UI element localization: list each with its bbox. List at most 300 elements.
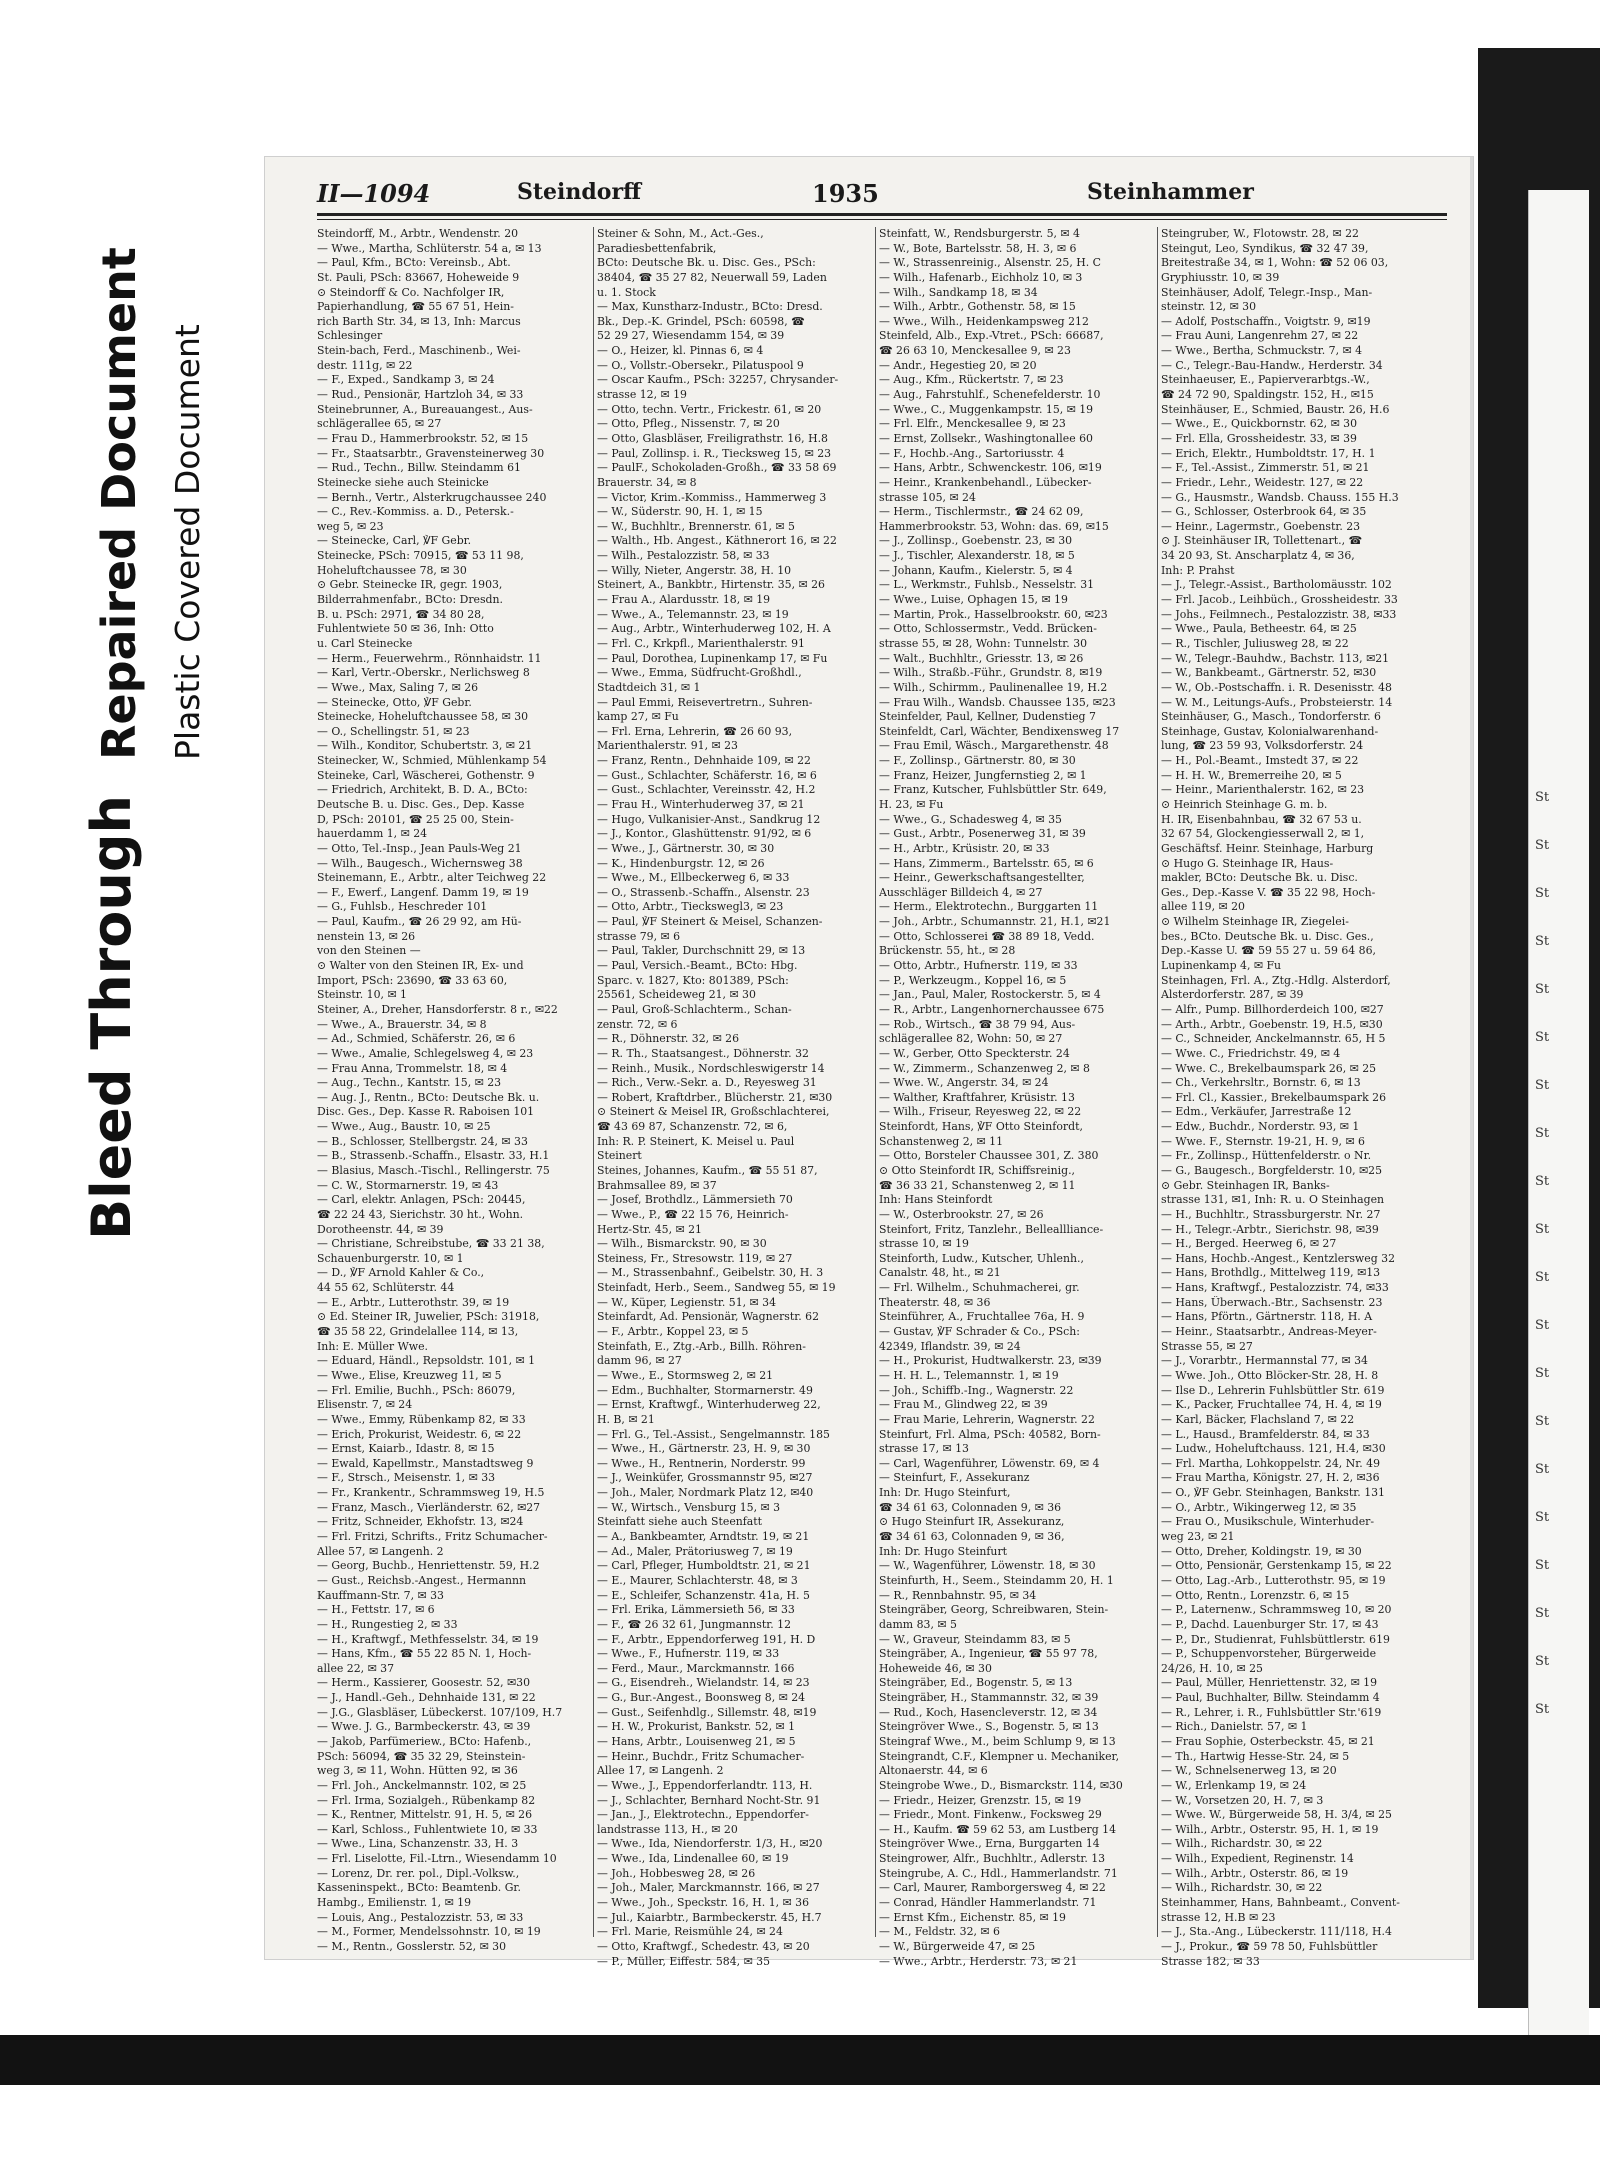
- directory-entry-line: schlägerallee 65, ✉ 27: [317, 417, 442, 431]
- directory-entry-line: — W., Wirtsch., Vensburg 15, ✉ 3: [597, 1500, 781, 1514]
- directory-entry-line: — P., Müller, Eiffestr. 584, ✉ 35: [597, 1954, 771, 1968]
- directory-entry-line: — Christiane, Schreibstube, ☎ 33 21 38,: [317, 1237, 545, 1251]
- directory-entry-line: — Wilh., Arbtr., Osterstr. 86, ✉ 19: [1161, 1866, 1349, 1880]
- directory-entry-line: — Wwe., Aug., Baustr. 10, ✉ 25: [317, 1120, 491, 1134]
- directory-entry-line: Ausschläger Billdeich 4, ✉ 27: [879, 885, 1043, 899]
- directory-entry-line: ⊙ Hugo Steinfurt IR, Assekuranz,: [879, 1515, 1065, 1529]
- directory-entry-line: — W., Süderstr. 90, H. 1, ✉ 15: [597, 505, 763, 519]
- directory-entry-line: strasse 10, ✉ 19: [879, 1237, 969, 1251]
- directory-entry-line: H. 23, ✉ Fu: [879, 797, 944, 811]
- directory-entry-line: — Max, Kunstharz-Industr., BCto: Dresd.: [597, 300, 823, 314]
- directory-entry-line: — M., Feldstr. 32, ✉ 6: [879, 1925, 1000, 1939]
- directory-entry-line: Steingraf Wwe., M., beim Schlump 9, ✉ 13: [879, 1734, 1116, 1748]
- directory-entry-line: — Otto, Lag.-Arb., Lutterothstr. 95, ✉ 19: [1161, 1573, 1386, 1587]
- directory-entry-line: — Wwe., Arbtr., Herderstr. 73, ✉ 21: [879, 1954, 1078, 1968]
- directory-entry-line: Steinfurt, Frl. Alma, PSch: 40582, Born-: [879, 1427, 1101, 1441]
- directory-entry-line: — Paul, Zollinsp. i. R., Tiecksweg 15, ✉ 23: [597, 446, 832, 460]
- directory-entry-line: — R., Arbtr., Langenhornerchaussee 675: [879, 1002, 1105, 1016]
- directory-entry-line: Breitestraße 34, ✉ 1, Wohn: ☎ 52 06 03,: [1161, 256, 1389, 270]
- directory-entry-line: Steinfardt, Ad. Pensionär, Wagnerstr. 62: [597, 1310, 820, 1324]
- directory-entry-line: Steinfadt, Herb., Seem., Sandweg 55, ✉ 19: [597, 1281, 836, 1295]
- directory-entry-line: — J., Telegr.-Assist., Bartholomäusstr. 102: [1161, 578, 1392, 592]
- directory-entry-line: 38404, ☎ 35 27 82, Neuerwall 59, Laden: [597, 270, 827, 284]
- directory-entry-line: hauerdamm 1, ✉ 24: [317, 827, 428, 841]
- directory-entry-line: — Franz, Masch., Vierländerstr. 62, ✉27: [317, 1500, 541, 1514]
- directory-entry-line: — R., Rennbahnstr. 95, ✉ 34: [879, 1588, 1037, 1602]
- directory-entry-line: B. u. PSch: 2971, ☎ 34 80 28,: [317, 607, 485, 621]
- directory-entry-line: — F., Zollinsp., Gärtnerstr. 80, ✉ 30: [879, 754, 1076, 768]
- directory-entry-line: Steingrower, Alfr., Buchhltr., Adlerstr. 13: [879, 1852, 1106, 1866]
- directory-entry-line: — Wwe., A., Telemannstr. 23, ✉ 19: [597, 607, 789, 621]
- directory-entry-line: — Friedrich, Architekt, B. D. A., BCto:: [317, 783, 528, 797]
- directory-entry-line: — M., Strassenbahnf., Geibelstr. 30, H. 3: [597, 1266, 824, 1280]
- directory-entry-line: — Carl, Maurer, Ramborgersweg 4, ✉ 22: [879, 1881, 1106, 1895]
- directory-entry-line: — W., Buchhltr., Brennerstr. 61, ✉ 5: [597, 519, 795, 533]
- plastic-covered-label: Plastic Covered Document: [168, 324, 207, 760]
- directory-entry-line: — J., Vorarbtr., Hermannstal 77, ✉ 34: [1161, 1354, 1368, 1368]
- directory-entry-line: — Heinr., Staatsarbtr., Andreas-Meyer-: [1161, 1325, 1377, 1339]
- directory-entry-line: — Paul, Takler, Durchschnitt 29, ✉ 13: [597, 944, 806, 958]
- directory-entry-line: — Gust., Schlachter, Vereinsstr. 42, H.2: [597, 783, 816, 797]
- directory-entry-line: — Paul, Buchhalter, Billw. Steindamm 4: [1161, 1691, 1380, 1705]
- directory-entry-line: Theaterstr. 48, ✉ 36: [879, 1295, 991, 1309]
- directory-entry-line: strasse 105, ✉ 24: [879, 490, 976, 504]
- directory-entry-line: — Otto, Kraftwgf., Schedestr. 43, ✉ 20: [597, 1939, 810, 1953]
- header-first-entry: Steindorff: [517, 179, 642, 205]
- directory-entry-line: 42349, Iflandstr. 39, ✉ 24: [879, 1339, 1021, 1353]
- directory-entry-line: — G., Eisendreh., Wielandstr. 14, ✉ 23: [597, 1676, 810, 1690]
- directory-entry-line: ⊙ Hugo G. Steinhage IR, Haus-: [1161, 856, 1334, 870]
- directory-entry-line: von den Steinen —: [317, 944, 421, 958]
- directory-entry-line: — Ernst, Zollsekr., Washingtonallee 60: [879, 431, 1093, 445]
- directory-entry-line: strasse 12, H.B ✉ 23: [1161, 1910, 1276, 1924]
- directory-entry-line: — Walther, Kraftfahrer, Krüsistr. 13: [879, 1090, 1075, 1104]
- directory-entry-line: — Wwe., E., Stormsweg 2, ✉ 21: [597, 1368, 774, 1382]
- directory-entry-line: — Hans, Kraftwgf., Pestalozzistr. 74, ✉33: [1161, 1281, 1389, 1295]
- directory-entry-line: — Frl. Fritzi, Schrifts., Fritz Schumacher-: [317, 1530, 548, 1544]
- directory-entry-line: — W., Bürgerweide 47, ✉ 25: [879, 1939, 1036, 1953]
- directory-entry-line: — O., Schellingstr. 51, ✉ 23: [317, 724, 470, 738]
- directory-entry-line: — Wwe., Elise, Kreuzweg 11, ✉ 5: [317, 1368, 502, 1382]
- directory-entry-line: Steinhaeuser, E., Papierverarbtgs.-W.,: [1161, 373, 1370, 387]
- directory-entry-line: — Herm., Feuerwehrm., Rönnhaidstr. 11: [317, 651, 542, 665]
- directory-entry-line: — P., Laternenw., Schrammsweg 10, ✉ 20: [1161, 1603, 1392, 1617]
- directory-entry-line: — Wwe. J. G., Barmbeckerstr. 43, ✉ 39: [317, 1720, 531, 1734]
- directory-entry-line: — C., Telegr.-Bau-Handw., Herderstr. 34: [1161, 358, 1383, 372]
- directory-entry-line: 24/26, H. 10, ✉ 25: [1161, 1661, 1263, 1675]
- directory-entry-line: — Wwe., Wilh., Heidenkampsweg 212: [879, 314, 1089, 328]
- header-last-entry: Steinhammer: [1087, 179, 1254, 205]
- directory-entry-line: — Wilh., Expedient, Reginenstr. 14: [1161, 1852, 1354, 1866]
- directory-entry-line: Steinert: [597, 1149, 642, 1163]
- directory-entry-line: — Johann, Kaufm., Kielerstr. 5, ✉ 4: [879, 563, 1073, 577]
- directory-entry-line: — Wilh., Schirmm., Paulinenallee 19, H.2: [879, 680, 1108, 694]
- directory-entry-line: — Jan., Paul, Maler, Rostockerstr. 5, ✉ 4: [879, 988, 1101, 1002]
- directory-entry-line: — Frau M., Glindweg 22, ✉ 39: [879, 1398, 1048, 1412]
- directory-entry-line: — Wwe., Paula, Betheestr. 64, ✉ 25: [1161, 622, 1357, 636]
- directory-entry-line: — O., Arbtr., Wikingerweg 12, ✉ 35: [1161, 1500, 1357, 1514]
- directory-entry-line: — Aug., Arbtr., Winterhuderweg 102, H. A: [597, 622, 831, 636]
- directory-entry-line: Kasseninspekt., BCto: Beamtenb. Gr.: [317, 1881, 521, 1895]
- directory-entry-line: — Wwe., G., Schadesweg 4, ✉ 35: [879, 812, 1062, 826]
- directory-entry-line: — W., Küper, Legienstr. 51, ✉ 34: [597, 1295, 777, 1309]
- adjacent-page-fragment: St: [1535, 1654, 1550, 1669]
- directory-entry-line: Allee 57, ✉ Langenh. 2: [317, 1544, 444, 1558]
- directory-entry-line: Steinfatt, W., Rendsburgerstr. 5, ✉ 4: [879, 227, 1080, 240]
- adjacent-page-fragment: St: [1535, 1078, 1550, 1093]
- directory-entry-line: — Wilh., Sandkamp 18, ✉ 34: [879, 285, 1038, 299]
- directory-entry-line: Steiness, Fr., Stresowstr. 119, ✉ 27: [597, 1251, 793, 1265]
- directory-entry-line: — A., Bankbeamter, Arndtstr. 19, ✉ 21: [597, 1530, 810, 1544]
- directory-page: [264, 156, 1474, 1968]
- directory-entry-line: — G., Bur.-Angest., Boonsweg 8, ✉ 24: [597, 1691, 806, 1705]
- directory-entry-line: — Otto, Schlosserei ☎ 38 89 18, Vedd.: [879, 929, 1095, 943]
- directory-entry-line: 25561, Scheideweg 21, ✉ 30: [597, 988, 756, 1002]
- directory-entry-line: Steinstr. 10, ✉ 1: [317, 988, 407, 1002]
- directory-entry-line: ⊙ Gebr. Steinhagen IR, Banks-: [1161, 1178, 1330, 1192]
- directory-entry-line: — Fritz, Schneider, Ekhofstr. 13, ✉24: [317, 1515, 524, 1529]
- directory-entry-line: — J., Tischler, Alexanderstr. 18, ✉ 5: [879, 549, 1075, 563]
- directory-entry-line: — Frl. G., Tel.-Assist., Sengelmannstr. 185: [597, 1427, 830, 1441]
- directory-entry-line: — Franz, Rentn., Dehnhaide 109, ✉ 22: [597, 754, 811, 768]
- directory-entry-line: Bk., Dep.-K. Grindel, PSch: 60598, ☎: [597, 314, 805, 328]
- directory-entry-line: — O., Heizer, kl. Pinnas 6, ✉ 4: [597, 344, 764, 358]
- directory-entry-line: Steinecker, W., Schmied, Mühlenkamp 54: [317, 754, 547, 768]
- directory-entry-line: — Hans, Zimmerm., Bartelsstr. 65, ✉ 6: [879, 856, 1094, 870]
- directory-entry-line: zenstr. 72, ✉ 6: [597, 1017, 678, 1031]
- directory-entry-line: Paradiesbettenfabrik,: [597, 241, 717, 255]
- directory-entry-line: Hammerbrookstr. 53, Wohn: das. 69, ✉15: [879, 519, 1109, 533]
- directory-entry-line: Steinhäuser, G., Masch., Tondorferstr. 6: [1161, 710, 1381, 724]
- directory-entry-line: Elisenstr. 7, ✉ 24: [317, 1398, 413, 1412]
- directory-entry-line: ⊙ Heinrich Steinhage G. m. b.: [1161, 797, 1328, 811]
- adjacent-page-fragment: St: [1535, 934, 1550, 949]
- directory-entry-line: — Ernst, Kraftwgf., Winterhuderweg 22,: [597, 1398, 821, 1412]
- directory-entry-line: — Lorenz, Dr. rer. pol., Dipl.-Volksw.,: [317, 1866, 520, 1880]
- directory-entry-line: — Joh., Schiffb.-Ing., Wagnerstr. 22: [879, 1383, 1074, 1397]
- directory-entry-line: — Th., Hartwig Hesse-Str. 24, ✉ 5: [1161, 1749, 1350, 1763]
- directory-entry-line: — Jakob, Parfümeriew., BCto: Hafenb.,: [317, 1734, 532, 1748]
- directory-entry-line: Steingräber, Georg, Schreibwaren, Stein-: [879, 1603, 1109, 1617]
- directory-entry-line: — E., Maurer, Schlachterstr. 48, ✉ 3: [597, 1573, 798, 1587]
- directory-entry-line: Steinhäuser, Adolf, Telegr.-Insp., Man-: [1161, 285, 1373, 299]
- directory-entry-line: — H., Telegr.-Arbtr., Sierichstr. 98, ✉39: [1161, 1222, 1379, 1236]
- directory-entry-line: — Ernst Kfm., Eichenstr. 85, ✉ 19: [879, 1910, 1066, 1924]
- directory-entry-line: — Frl. Wilhelm., Schuhmacherei, gr.: [879, 1281, 1080, 1295]
- directory-entry-line: — Wwe., Ida, Niendorferstr. 1/3, H., ✉20: [597, 1837, 823, 1851]
- directory-entry-line: Inh: Dr. Hugo Steinfurt: [879, 1544, 1008, 1558]
- directory-entry-line: — F., Tel.-Assist., Zimmerstr. 51, ✉ 21: [1161, 461, 1370, 475]
- directory-entry-line: — Fr., Zollinsp., Hüttenfelderstr. o Nr.: [1161, 1149, 1372, 1163]
- directory-entry-line: Steinemann, E., Arbtr., alter Teichweg 22: [317, 871, 547, 885]
- directory-entry-line: — Jul., Kaiarbtr., Barmbeckerstr. 45, H.7: [597, 1910, 822, 1924]
- directory-entry-line: Steingräber, Ed., Bogenstr. 5, ✉ 13: [879, 1676, 1073, 1690]
- adjacent-page-fragment: St: [1535, 1174, 1550, 1189]
- directory-entry-line: — Joh., Hobbesweg 28, ✉ 26: [597, 1866, 756, 1880]
- directory-entry-line: Deutsche B. u. Disc. Ges., Dep. Kasse: [317, 797, 525, 811]
- directory-entry-line: Papierhandlung, ☎ 55 67 51, Hein-: [317, 300, 514, 314]
- directory-entry-line: — P., Dr., Studienrat, Fuhlsbüttlerstr. 619: [1161, 1632, 1390, 1646]
- directory-entry-line: — Edw., Buchdr., Norderstr. 93, ✉ 1: [1161, 1120, 1360, 1134]
- directory-entry-line: — Otto, Rentn., Lorenzstr. 6, ✉ 15: [1161, 1588, 1350, 1602]
- directory-entry-line: Steineke, Carl, Wäscherei, Gothenstr. 9: [317, 768, 535, 782]
- directory-entry-line: Brahmsallee 89, ✉ 37: [597, 1178, 717, 1192]
- adjacent-page-fragment: St: [1535, 982, 1550, 997]
- directory-entry-line: — Wwe. W., Angerstr. 34, ✉ 24: [879, 1076, 1049, 1090]
- directory-entry-line: — Walt., Buchhltr., Griesstr. 13, ✉ 26: [879, 651, 1084, 665]
- directory-entry-line: Steinfatt siehe auch Steenfatt: [597, 1515, 763, 1529]
- directory-entry-line: ☎ 34 61 63, Colonnaden 9, ✉ 36: [879, 1500, 1062, 1514]
- directory-entry-line: ⊙ Steindorff & Co. Nachfolger IR,: [317, 285, 505, 299]
- directory-entry-line: — Wilh., Hafenarb., Eichholz 10, ✉ 3: [879, 270, 1083, 284]
- directory-entry-line: — J., Kontor., Glashüttenstr. 91/92, ✉ 6: [597, 827, 812, 841]
- directory-entry-line: Steinforth, Ludw., Kutscher, Uhlenh.,: [879, 1251, 1084, 1265]
- directory-entry-line: kamp 27, ✉ Fu: [597, 710, 679, 724]
- directory-entry-line: allee 22, ✉ 37: [317, 1661, 395, 1675]
- directory-entry-line: strasse 79, ✉ 6: [597, 929, 681, 943]
- directory-entry-line: — C. W., Stormarnerstr. 19, ✉ 43: [317, 1178, 499, 1192]
- directory-entry-line: — H. H. W., Bremerreihe 20, ✉ 5: [1161, 768, 1342, 782]
- directory-entry-line: — Rud., Techn., Billw. Steindamm 61: [317, 461, 521, 475]
- directory-entry-line: — L., Werkmstr., Fuhlsb., Nesselstr. 31: [879, 578, 1095, 592]
- directory-entry-line: Steiner & Sohn, M., Act.-Ges.,: [597, 227, 764, 240]
- directory-entry-line: Fuhlentwiete 50 ✉ 36, Inh: Otto: [317, 622, 494, 636]
- directory-entry-line: — W., Bankbeamt., Gärtnerstr. 52, ✉30: [1161, 666, 1377, 680]
- header-year: 1935: [812, 179, 879, 208]
- directory-entry-line: — Otto, Arbtr., Tieckswegl3, ✉ 23: [597, 900, 784, 914]
- header-rule-thin: [317, 219, 1447, 220]
- directory-entry-line: — E., Arbtr., Lutterothstr. 39, ✉ 19: [317, 1295, 510, 1309]
- directory-entry-line: — Frau Emil, Wäsch., Margarethenstr. 48: [879, 739, 1109, 753]
- column-2: [597, 227, 867, 1969]
- directory-entry-line: Steinfeldt, Carl, Wächter, Bendixensweg 17: [879, 724, 1120, 738]
- directory-entry-line: — Frau Auni, Langenrehm 27, ✉ 22: [1161, 329, 1359, 343]
- directory-entry-line: ☎ 24 72 90, Spaldingstr. 152, H., ✉15: [1161, 388, 1374, 402]
- directory-entry-line: — W., Erlenkamp 19, ✉ 24: [1161, 1778, 1307, 1792]
- directory-entry-line: — Gust., Arbtr., Posenerweg 31, ✉ 39: [879, 827, 1086, 841]
- directory-entry-line: — Hans, Hochb.-Angest., Kentzlersweg 32: [1161, 1251, 1395, 1265]
- directory-entry-line: — H. H. L., Telemannstr. 1, ✉ 19: [879, 1368, 1059, 1382]
- directory-entry-line: Ges., Dep.-Kasse V. ☎ 35 22 98, Hoch-: [1161, 885, 1376, 899]
- directory-entry-line: — Wilh., Richardstr. 30, ✉ 22: [1161, 1837, 1323, 1851]
- directory-entry-line: — W., Strassenreinig., Alsenstr. 25, H. C: [879, 256, 1102, 270]
- directory-entry-line: schlägerallee 82, Wohn: 50, ✉ 27: [879, 1032, 1063, 1046]
- directory-entry-line: H. IR, Eisenbahnbau, ☎ 32 67 53 u.: [1161, 812, 1362, 826]
- directory-entry-line: — J., Weinküfer, Grossmannstr 95, ✉27: [597, 1471, 813, 1485]
- directory-entry-line: — Herm., Tischlermstr., ☎ 24 62 09,: [879, 505, 1084, 519]
- directory-entry-line: — Ilse D., Lehrerin Fuhlsbüttler Str. 619: [1161, 1383, 1385, 1397]
- directory-entry-line: Strasse 55, ✉ 27: [1161, 1339, 1253, 1353]
- directory-entry-line: Inh: Dr. Hugo Steinfurt,: [879, 1486, 1011, 1500]
- directory-entry-line: — K., Rentner, Mittelstr. 91, H. 5, ✉ 26: [317, 1808, 533, 1822]
- directory-entry-line: — Frl. Emilie, Buchh., PSch: 86079,: [317, 1383, 516, 1397]
- directory-entry-line: — Hans, Pförtn., Gärtnerstr. 118, H. A: [1161, 1310, 1373, 1324]
- directory-entry-line: Steinhammer, Hans, Bahnbeamt., Convent-: [1161, 1896, 1400, 1910]
- directory-entry-line: — Wwe., Max, Saling 7, ✉ 26: [317, 680, 479, 694]
- directory-entry-line: — Paul, Kfm., BCto: Vereinsb., Abt.: [317, 256, 511, 270]
- directory-entry-line: — Wwe., F., Hufnerstr. 119, ✉ 33: [597, 1647, 780, 1661]
- directory-entry-line: — Frl. Joh., Anckelmannstr. 102, ✉ 25: [317, 1778, 527, 1792]
- directory-entry-line: ⊙ Walter von den Steinen IR, Ex- und: [317, 959, 524, 973]
- directory-entry-line: — W., Osterbrookstr. 27, ✉ 26: [879, 1207, 1044, 1221]
- directory-entry-line: — Rob., Wirtsch., ☎ 38 79 94, Aus-: [879, 1017, 1076, 1031]
- directory-entry-line: — Paul, Versich.-Beamt., BCto: Hbg.: [597, 959, 798, 973]
- directory-entry-line: — Heinr., Krankenbehandl., Lübecker-: [879, 475, 1092, 489]
- directory-entry-line: — H., Buchhltr., Strassburgerstr. Nr. 27: [1161, 1207, 1381, 1221]
- directory-entry-line: — W., Vorsetzen 20, H. 7, ✉ 3: [1161, 1793, 1324, 1807]
- directory-entry-line: Steinfordt, Hans, ℣F Otto Steinfordt,: [879, 1120, 1083, 1134]
- directory-entry-line: — Edm., Verkäufer, Jarrestraße 12: [1161, 1105, 1352, 1119]
- directory-entry-line: — Bernh., Vertr., Alsterkrugchaussee 240: [317, 490, 547, 504]
- directory-entry-line: — Ludw., Hoheluftchauss. 121, H.4, ✉30: [1161, 1442, 1386, 1456]
- directory-entry-line: — Hans, Überwach.-Btr., Sachsenstr. 23: [1161, 1295, 1383, 1309]
- directory-entry-line: — Karl, Vertr.-Oberskr., Nerlichsweg 8: [317, 666, 530, 680]
- adjacent-page-fragment: St: [1535, 1318, 1550, 1333]
- directory-entry-line: — Blasius, Masch.-Tischl., Rellingerstr. 75: [317, 1164, 550, 1177]
- directory-entry-line: Inh: P. Prahst: [1161, 563, 1235, 577]
- directory-entry-line: Brückenstr. 55, ht., ✉ 28: [879, 944, 1016, 958]
- directory-entry-line: u. Carl Steinecke: [317, 636, 413, 650]
- directory-entry-line: — P., Werkzeugm., Koppel 16, ✉ 5: [879, 973, 1067, 987]
- directory-entry-line: — Hans, Brothdlg., Mittelweg 119, ✉13: [1161, 1266, 1381, 1280]
- directory-entry-line: — Steinecke, Carl, ℣F Gebr.: [317, 534, 472, 548]
- directory-entry-line: — Victor, Krim.-Kommiss., Hammerweg 3: [597, 490, 827, 504]
- directory-entry-line: Bilderrahmenfabr., BCto: Dresdn.: [317, 593, 504, 607]
- directory-entry-line: — Aug., Techn., Kantstr. 15, ✉ 23: [317, 1076, 502, 1090]
- directory-entry-line: — K., Hindenburgstr. 12, ✉ 26: [597, 856, 765, 870]
- adjacent-page-fragment: St: [1535, 1606, 1550, 1621]
- directory-entry-line: — F., Hochb.-Ang., Sartoriusstr. 4: [879, 446, 1065, 460]
- directory-entry-line: — Wwe., Emma, Südfrucht-Großhdl.,: [597, 666, 802, 680]
- directory-entry-line: — Frl. Liselotte, Fil.-Ltrn., Wiesendamm 10: [317, 1852, 557, 1866]
- directory-entry-line: — G., Hausmstr., Wandsb. Chauss. 155 H.3: [1161, 490, 1399, 504]
- directory-entry-line: Steinecke, Hoheluftchaussee 58, ✉ 30: [317, 710, 529, 724]
- directory-entry-line: — Adolf, Postschaffn., Voigtstr. 9, ✉19: [1161, 314, 1371, 328]
- directory-entry-line: — W., Schnelsenerweg 13, ✉ 20: [1161, 1764, 1337, 1778]
- directory-entry-line: St. Pauli, PSch: 83667, Hoheweide 9: [317, 270, 520, 284]
- directory-entry-line: Steinfeld, Alb., Exp.-Vtret., PSch: 66687,: [879, 329, 1104, 343]
- directory-entry-line: — Johs., Feilmnech., Pestalozzistr. 38, ✉33: [1161, 607, 1397, 621]
- directory-entry-line: — Hugo, Vulkanisier-Anst., Sandkrug 12: [597, 812, 821, 826]
- directory-entry-line: weg 3, ✉ 11, Wohn. Hütten 92, ✉ 36: [317, 1764, 518, 1778]
- directory-entry-line: — M., Former, Mendelssohnstr. 10, ✉ 19: [317, 1925, 541, 1939]
- directory-entry-line: — Wwe., P., ☎ 22 15 76, Heinrich-: [597, 1207, 789, 1221]
- directory-entry-line: Steinführer, A., Fruchtallee 76a, H. 9: [879, 1310, 1085, 1324]
- directory-entry-line: Steingut, Leo, Syndikus, ☎ 32 47 39,: [1161, 241, 1369, 255]
- directory-entry-line: — Paul, Groß-Schlachterm., Schan-: [597, 1002, 792, 1016]
- directory-entry-line: lung, ☎ 23 59 93, Volksdorferstr. 24: [1161, 739, 1364, 753]
- directory-entry-line: rich Barth Str. 34, ✉ 13, Inh: Marcus: [317, 314, 521, 328]
- directory-entry-line: strasse 131, ✉1, Inh: R. u. O Steinhagen: [1161, 1193, 1385, 1207]
- directory-entry-line: 34 20 93, St. Anscharplatz 4, ✉ 36,: [1161, 549, 1355, 563]
- directory-entry-line: — Frl. Erna, Lehrerin, ☎ 26 60 93,: [597, 724, 793, 738]
- directory-entry-line: — Wwe., Martha, Schlüterstr. 54 a, ✉ 13: [317, 241, 542, 255]
- directory-entry-line: — Herm., Elektrotechn., Burggarten 11: [879, 900, 1099, 914]
- directory-entry-line: — Eduard, Händl., Repsoldstr. 101, ✉ 1: [317, 1354, 536, 1368]
- directory-entry-line: Steinhagen, Frl. A., Ztg.-Hdlg. Alsterdorf,: [1161, 973, 1391, 987]
- adjacent-page-fragment: St: [1535, 1366, 1550, 1381]
- directory-entry-line: H. B, ✉ 21: [597, 1412, 655, 1426]
- column-4: [1161, 227, 1431, 1969]
- adjacent-page-fragment: St: [1535, 1270, 1550, 1285]
- directory-entry-line: — O., ℣F Gebr. Steinhagen, Bankstr. 131: [1161, 1486, 1385, 1500]
- directory-entry-line: — PaulF., Schokoladen-Großh., ☎ 33 58 69: [597, 461, 837, 475]
- directory-entry-line: — Reinh., Musik., Nordschleswigerstr 14: [597, 1061, 825, 1075]
- directory-entry-line: Stein-bach, Ferd., Maschinenb., Wei-: [317, 344, 521, 358]
- directory-entry-line: — F., Ewerf., Langenf. Damm 19, ✉ 19: [317, 885, 529, 899]
- directory-entry-line: — H., Arbtr., Krüsistr. 20, ✉ 33: [879, 841, 1050, 855]
- directory-entry-line: — Paul, Dorothea, Lupinenkamp 17, ✉ Fu: [597, 651, 828, 665]
- directory-entry-line: — Paul, ℣F Steinert & Meisel, Schanzen-: [597, 915, 823, 929]
- directory-entry-line: — Wilh., Konditor, Schubertstr. 3, ✉ 21: [317, 739, 533, 753]
- directory-entry-line: — Wilh., Friseur, Reyesweg 22, ✉ 22: [879, 1105, 1082, 1119]
- directory-entry-line: — Joh., Arbtr., Schumannstr. 21, H.1, ✉21: [879, 915, 1111, 929]
- header-rule: [317, 213, 1447, 216]
- directory-entry-line: destr. 111g, ✉ 22: [317, 358, 413, 372]
- directory-entry-line: Steinebrunner, A., Bureauangest., Aus-: [317, 402, 533, 416]
- directory-entry-line: Steines, Johannes, Kaufm., ☎ 55 51 87,: [597, 1164, 818, 1177]
- directory-entry-line: — Steinfurt, F., Assekuranz: [879, 1471, 1030, 1485]
- directory-entry-line: Steinfelder, Paul, Kellner, Dudenstieg 7: [879, 710, 1096, 724]
- directory-entry-line: Alsterdorferstr. 287, ✉ 39: [1161, 988, 1304, 1002]
- directory-entry-line: Hertz-Str. 45, ✉ 21: [597, 1222, 702, 1236]
- directory-entry-line: — Oscar Kaufm., PSch: 32257, Chrysander-: [597, 373, 839, 387]
- directory-entry-line: — F., ☎ 26 32 61, Jungmannstr. 12: [597, 1617, 792, 1631]
- directory-entry-line: — R., Tischler, Juliusweg 28, ✉ 22: [1161, 636, 1349, 650]
- directory-entry-line: damm 83, ✉ 5: [879, 1617, 957, 1631]
- directory-entry-line: — Wwe., Bertha, Schmuckstr. 7, ✉ 4: [1161, 344, 1363, 358]
- directory-entry-line: — Otto, Tel.-Insp., Jean Pauls-Weg 21: [317, 841, 522, 855]
- directory-entry-line: allee 119, ✉ 20: [1161, 900, 1245, 914]
- directory-entry-line: Lupinenkamp 4, ✉ Fu: [1161, 959, 1282, 973]
- directory-entry-line: — W., Telegr.-Bauhdw., Bachstr. 113, ✉21: [1161, 651, 1390, 665]
- directory-entry-line: — Wwe., E., Quickbornstr. 62, ✉ 30: [1161, 417, 1358, 431]
- directory-entry-line: — Wilh., Arbtr., Gothenstr. 58, ✉ 15: [879, 300, 1076, 314]
- bleed-through-label: Bleed Through: [80, 795, 143, 1240]
- directory-entry-line: — Otto, Arbtr., Hufnerstr. 119, ✉ 33: [879, 959, 1078, 973]
- directory-entry-line: steinstr. 12, ✉ 30: [1161, 300, 1257, 314]
- directory-entry-line: — H. W., Prokurist, Bankstr. 52, ✉ 1: [597, 1720, 796, 1734]
- directory-entry-line: — Arth., Arbtr., Goebenstr. 19, H.5, ✉30: [1161, 1017, 1383, 1031]
- directory-entry-line: — Frau A., Alardusstr. 18, ✉ 19: [597, 593, 771, 607]
- directory-entry-line: strasse 55, ✉ 28, Wohn: Tunnelstr. 30: [879, 636, 1088, 650]
- directory-entry-line: — G., Schlosser, Osterbrook 64, ✉ 35: [1161, 505, 1367, 519]
- directory-entry-line: — Otto, Schlossermstr., Vedd. Brücken-: [879, 622, 1097, 636]
- directory-entry-line: ☎ 26 63 10, Menckesallee 9, ✉ 23: [879, 344, 1071, 358]
- directory-entry-line: Steinfurth, H., Seem., Steindamm 20, H. 1: [879, 1573, 1114, 1587]
- directory-entry-line: — F., Arbtr., Koppel 23, ✉ 5: [597, 1325, 749, 1339]
- directory-entry-line: — Wilh., Arbtr., Osterstr. 95, H. 1, ✉ 19: [1161, 1822, 1379, 1836]
- directory-entry-line: — Frl. Cl., Kassier., Brekelbaumspark 26: [1161, 1090, 1387, 1104]
- directory-entry-line: Hoheweide 46, ✉ 30: [879, 1661, 992, 1675]
- directory-entry-line: — Andr., Hegestieg 20, ✉ 20: [879, 358, 1037, 372]
- directory-entry-line: — Robert, Kraftdrber., Blücherstr. 21, ✉30: [597, 1090, 833, 1104]
- directory-entry-line: — Wwe., Ida, Lindenallee 60, ✉ 19: [597, 1852, 789, 1866]
- directory-entry-line: — Edm., Buchhalter, Stormarnerstr. 49: [597, 1383, 813, 1397]
- directory-entry-line: — Wwe., J., Eppendorferlandtr. 113, H.: [597, 1778, 813, 1792]
- directory-entry-line: — H., Kraftwgf., Methfesselstr. 34, ✉ 19: [317, 1632, 539, 1646]
- directory-entry-line: — Heinr., Gewerkschaftsangestellter,: [879, 871, 1085, 885]
- directory-entry-line: Kauffmann-Str. 7, ✉ 33: [317, 1588, 444, 1602]
- directory-entry-line: — H., Kaufm. ☎ 59 62 53, am Lustberg 14: [879, 1822, 1117, 1836]
- adjacent-page-fragment: St: [1535, 790, 1550, 805]
- directory-entry-line: Steinecke siehe auch Steinicke: [317, 475, 489, 489]
- directory-entry-line: — F., Strsch., Meisenstr. 1, ✉ 33: [317, 1471, 496, 1485]
- adjacent-page-fragment: St: [1535, 838, 1550, 853]
- adjacent-page-fragment: St: [1535, 886, 1550, 901]
- directory-entry-line: Steinert, A., Bankbtr., Hirtenstr. 35, ✉ 26: [597, 578, 825, 592]
- directory-entry-line: — Wwe., H., Rentnerin, Norderstr. 99: [597, 1456, 806, 1470]
